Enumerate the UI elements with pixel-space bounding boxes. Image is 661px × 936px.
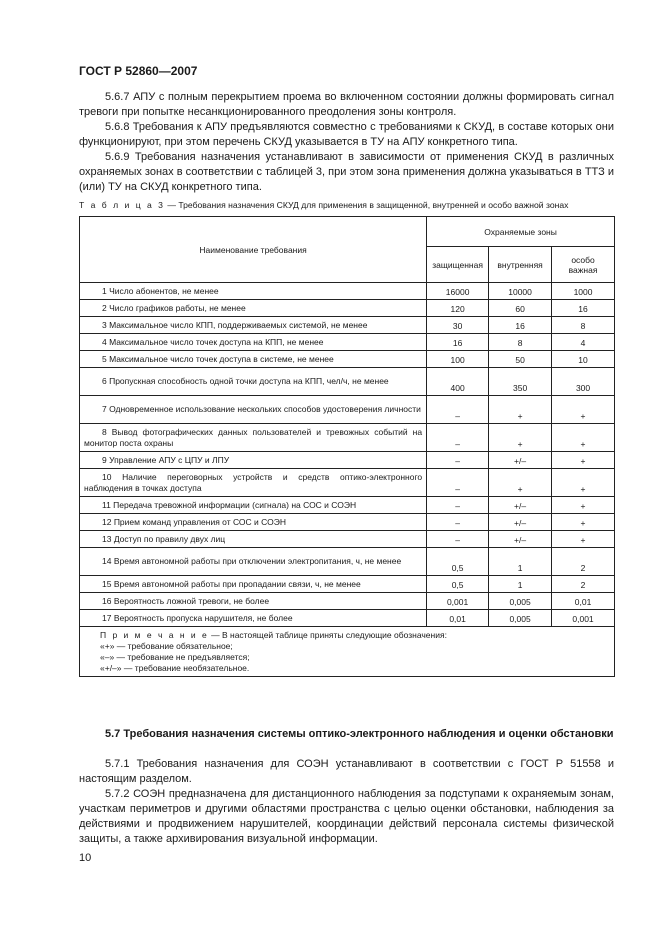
zone-value-cell: 2 — [552, 576, 615, 593]
requirements-table — [79, 216, 615, 677]
requirement-name-cell: 6 Пропускная способность одной точки доступа на КПП, чел/ч, не менее — [80, 368, 427, 396]
requirement-name-cell: 11 Передача тревожной информации (сигнала) на СОС и СОЭН — [80, 497, 427, 514]
note-line-mandatory: «+» — требование обязательное; — [100, 641, 233, 651]
zone-value-cell: 16000 — [427, 283, 489, 300]
zone-value-cell: – — [427, 531, 489, 548]
requirement-name-cell: 3 Максимальное число КПП, поддерживаемых системой, не менее — [80, 317, 427, 334]
zone-value-cell: + — [552, 531, 615, 548]
table-row — [80, 368, 615, 396]
zone-value-cell: 16 — [427, 334, 489, 351]
zone-value-cell: 0,005 — [489, 610, 552, 627]
requirement-name-cell: 17 Вероятность пропуска нарушителя, не более — [80, 610, 427, 627]
table-row — [80, 469, 615, 497]
zone-value-cell: 8 — [489, 334, 552, 351]
zone-value-cell: 0,01 — [427, 610, 489, 627]
zone-value-cell: + — [552, 497, 615, 514]
table-row — [80, 531, 615, 548]
requirement-name-cell: 13 Доступ по правилу двух лиц — [80, 531, 427, 548]
table-row — [80, 548, 615, 576]
zone-value-cell: 120 — [427, 300, 489, 317]
table-row — [80, 452, 615, 469]
document-header: ГОСТ Р 52860—2007 — [79, 64, 198, 78]
zone-value-cell: 1 — [489, 576, 552, 593]
zone-value-cell: 300 — [552, 368, 615, 396]
zone-value-cell: +/– — [489, 514, 552, 531]
table-row — [80, 396, 615, 424]
zone-value-cell: + — [552, 514, 615, 531]
zone-value-cell: – — [427, 497, 489, 514]
table-row — [80, 610, 615, 627]
header-zone-critical: особо важная — [552, 247, 615, 283]
zone-value-cell: 16 — [489, 317, 552, 334]
zone-value-cell: – — [427, 424, 489, 452]
paragraph-5-7-1: 5.7.1 Требования назначения для СОЭН устанавливают в соответствии с ГОСТ Р 51558 и настоящим разделом. — [79, 758, 614, 785]
table-row — [80, 576, 615, 593]
zone-value-cell: + — [552, 469, 615, 497]
paragraph-5-6-9: 5.6.9 Требования назначения устанавливают в зависимости от применения СКУД в различных охраняемых зонах в соответствии с таблицей 3, при этом зона применения должна указываться в ТТЗ и (или) ТУ на СКУД конкретного типа. — [79, 151, 614, 193]
section-5-7-heading: 5.7 Требования назначения системы оптико-электронного наблюдения и оценки обстановки — [105, 728, 614, 740]
table-row — [80, 351, 615, 368]
requirement-name-cell: 14 Время автономной работы при отключении электропитания, ч, не менее — [80, 548, 427, 576]
table-row — [80, 283, 615, 300]
requirement-name-cell: 4 Максимальное число точек доступа на КПП, не менее — [80, 334, 427, 351]
zone-value-cell: 60 — [489, 300, 552, 317]
zone-value-cell: 30 — [427, 317, 489, 334]
requirement-name-cell: 16 Вероятность ложной тревоги, не более — [80, 593, 427, 610]
zone-value-cell: +/– — [489, 497, 552, 514]
zone-value-cell: – — [427, 452, 489, 469]
zone-value-cell: 0,5 — [427, 548, 489, 576]
zone-value-cell: + — [489, 469, 552, 497]
zone-value-cell: 10000 — [489, 283, 552, 300]
zone-value-cell: + — [552, 424, 615, 452]
zone-value-cell: 400 — [427, 368, 489, 396]
zone-value-cell: +/– — [489, 531, 552, 548]
requirement-name-cell: 5 Максимальное число точек доступа в системе, не менее — [80, 351, 427, 368]
table-row — [80, 593, 615, 610]
requirement-name-cell: 15 Время автономной работы при пропадании связи, ч, не менее — [80, 576, 427, 593]
header-zone-protected: защищенная — [427, 247, 489, 283]
zone-value-cell: 1000 — [552, 283, 615, 300]
zone-value-cell: – — [427, 514, 489, 531]
zone-value-cell: + — [489, 396, 552, 424]
note-intro: — В настоящей таблице приняты следующие обозначения: — [208, 630, 447, 640]
table-row — [80, 334, 615, 351]
table-row — [80, 424, 615, 452]
requirement-name-cell: 10 Наличие переговорных устройств и средств оптико-электронного наблюдения в точках доступа — [80, 469, 427, 497]
zone-value-cell: 50 — [489, 351, 552, 368]
table-caption-text: — Требования назначения СКУД для применения в защищенной, внутренней и особо важной зонах — [164, 200, 569, 210]
note-line-optional: «+/–» — требование необязательное. — [100, 663, 250, 673]
zone-value-cell: +/– — [489, 452, 552, 469]
requirement-name-cell: 1 Число абонентов, не менее — [80, 283, 427, 300]
zone-value-cell: + — [552, 396, 615, 424]
table-note — [80, 627, 615, 677]
zone-value-cell: 16 — [552, 300, 615, 317]
table-caption — [79, 200, 568, 210]
zone-value-cell: + — [489, 424, 552, 452]
paragraph-5-7-2: 5.7.2 СОЭН предназначена для дистанционного наблюдения за подступами к охраняемым зонам, участкам периметров и другими областями пространства с целью оценки обстановки, наблюдения за действиями и продвижением нарушителей, координации действий персонала системы физической защиты, а также архивирования визуальной информации. — [79, 788, 614, 845]
zone-value-cell: 8 — [552, 317, 615, 334]
zone-value-cell: 0,5 — [427, 576, 489, 593]
zone-value-cell: 100 — [427, 351, 489, 368]
table-row — [80, 514, 615, 531]
paragraph-5-6-7: 5.6.7 АПУ с полным перекрытием проема во включенном состоянии должны формировать сигнал тревоги при попытке несанкционированного преодоления зоны контроля. — [79, 91, 614, 118]
requirement-name-cell: 12 Прием команд управления от СОС и СОЭН — [80, 514, 427, 531]
note-label: П р и м е ч а н и е — [100, 630, 209, 640]
zone-value-cell: 10 — [552, 351, 615, 368]
table-row — [80, 300, 615, 317]
zone-value-cell: – — [427, 396, 489, 424]
table-row — [80, 497, 615, 514]
zone-value-cell: 0,001 — [427, 593, 489, 610]
paragraph-5-6-8: 5.6.8 Требования к АПУ предъявляются совместно с требованиями к СКУД, в составе которых они функционируют, при этом перечень СКУД указывается в ТУ на АПУ конкретного типа. — [79, 121, 614, 148]
requirement-name-cell: 2 Число графиков работы, не менее — [80, 300, 427, 317]
note-line-not-required: «–» — требование не предъявляется; — [100, 652, 250, 662]
table-row — [80, 317, 615, 334]
zone-value-cell: 1 — [489, 548, 552, 576]
zone-value-cell: 350 — [489, 368, 552, 396]
page-number: 10 — [79, 852, 92, 864]
zone-value-cell: 4 — [552, 334, 615, 351]
zone-value-cell: 0,01 — [552, 593, 615, 610]
zone-value-cell: 0,001 — [552, 610, 615, 627]
zone-value-cell: 2 — [552, 548, 615, 576]
header-requirement-name: Наименование требования — [80, 217, 427, 283]
zone-value-cell: 0,005 — [489, 593, 552, 610]
header-protected-zones: Охраняемые зоны — [427, 217, 615, 247]
requirement-name-cell: 9 Управление АПУ с ЦПУ и ЛПУ — [80, 452, 427, 469]
requirement-name-cell: 7 Одновременное использование нескольких способов удостоверения личности — [80, 396, 427, 424]
zone-value-cell: + — [552, 452, 615, 469]
header-zone-internal: внутренняя — [489, 247, 552, 283]
table-caption-prefix: Т а б л и ц а 3 — [79, 200, 165, 210]
requirement-name-cell: 8 Вывод фотографических данных пользователей и тревожных событий на монитор поста охраны — [80, 424, 427, 452]
zone-value-cell: – — [427, 469, 489, 497]
